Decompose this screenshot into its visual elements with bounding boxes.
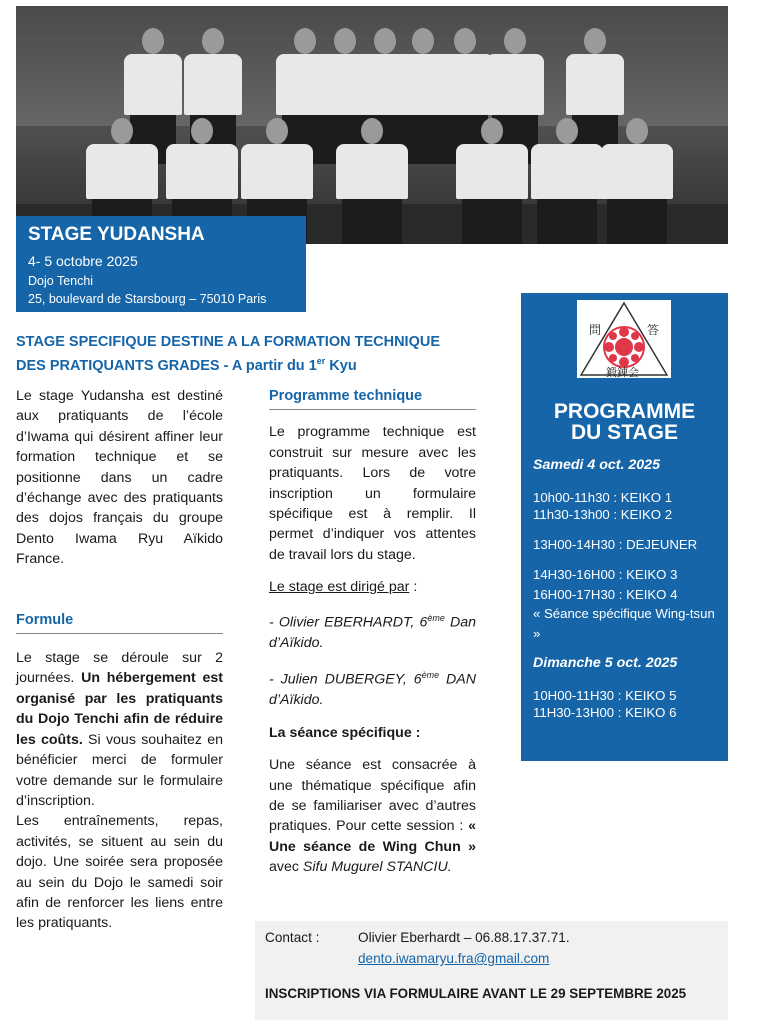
headline: [16, 333, 496, 376]
programme-box: [521, 293, 728, 761]
logo-dot: [631, 332, 639, 340]
formule-text-a: Le stage se déroule sur 2 journées.: [16, 650, 223, 687]
stage-title: STAGE YUDANSHA: [28, 224, 205, 245]
contact-box: [255, 921, 728, 1020]
directed-by-colon: :: [409, 579, 418, 596]
formule-text-c: Si vous souhaitez en bénéficier merci de formuler votre demande sur le formulaire d’inscription.: [16, 731, 223, 809]
seance-text-a: Une séance est consacrée à une thématique spécifique afin de se familiariser avec d’autres pratiques. Pour cette session :: [269, 757, 476, 835]
schedule-item: 16H00-17H30 : KEIKO 4: [533, 586, 678, 602]
contact-name: Olivier Eberhardt – 06.88.17.37.71.: [358, 930, 570, 945]
headline-line2: [16, 352, 496, 376]
logo-dot: [609, 332, 617, 340]
title-box: [16, 216, 306, 312]
seance-text-c: avec: [269, 859, 303, 876]
headline-sup: er: [316, 356, 326, 366]
formule-paragraph: [16, 648, 223, 811]
contact-email-link[interactable]: dento.iwamaryu.fra@gmail.com: [358, 951, 550, 966]
teacher-1-rank: Dan d’Aïkido.: [269, 614, 477, 651]
day-1-title: Samedi 4 oct. 2025: [533, 457, 660, 473]
directed-by: [269, 577, 476, 597]
group-photo: [16, 6, 728, 244]
teacher-2: [269, 665, 476, 711]
teacher-1-name: - Olivier EBERHARDT, 6: [269, 614, 428, 631]
schedule-item: 10H00-11H30 : KEIKO 5: [533, 687, 677, 703]
intro-text: Le stage Yudansha est destiné aux pratiquants de l’école d’Iwama qui désirent affiner leur formation technique et se positionne dans un cadre d’échange avec des pratiquants des dojos français du groupe Dento Iwama Ryu Aïkido France.: [16, 388, 223, 568]
logo-center: [615, 338, 633, 356]
logo-char-left: 問: [589, 323, 602, 337]
headline-line2-end: Kyu: [325, 357, 357, 374]
contact-label: Contact :: [265, 930, 320, 945]
logo-dot: [634, 342, 644, 352]
dojo-logo: [577, 300, 671, 378]
stage-venue: Dojo Tenchi: [28, 274, 94, 288]
logo-char-right: 答: [647, 323, 660, 337]
directed-by-label: Le stage est dirigé par: [269, 579, 410, 596]
programme-schedule: [533, 457, 719, 734]
logo-graphic: [577, 300, 671, 378]
programme-title: [521, 401, 728, 443]
schedule-item: « Séance spécifique Wing-tsun »: [533, 606, 715, 641]
day-2-title: Dimanche 5 oct. 2025: [533, 655, 678, 671]
inscriptions-notice: INSCRIPTIONS VIA FORMULAIRE AVANT LE 29 SEPTEMBRE 2025: [265, 986, 687, 1001]
day-2-morning: [533, 687, 719, 722]
schedule-item: 10h00-11h30 : KEIKO 1: [533, 489, 673, 505]
day-1-afternoon: [533, 565, 719, 643]
seance-text: [269, 755, 476, 877]
logo-dot: [619, 327, 629, 337]
logo-char-bottom: 鍛錬会: [606, 366, 639, 378]
programme-title-line2: DU STAGE: [571, 421, 678, 444]
day-1-morning: [533, 489, 719, 524]
programme-technique-text: Le programme technique est construit sur mesure avec les pratiquants. Lors de votre inscription un formulaire spécifique est à remplir. Il permet d’indiquer vos attentes de travail lors du stage.: [269, 424, 476, 563]
teacher-1-sup: ème: [427, 612, 445, 623]
logo-dot: [609, 354, 617, 362]
programme-technique-heading: Programme technique: [269, 386, 476, 410]
formule-text-bold: Un hébergement est organisé par les pratiquants du Dojo Tenchi afin de réduire les coûts.: [16, 670, 223, 748]
schedule-item: 13H00-14H30 : DEJEUNER: [533, 536, 698, 552]
programme-title-line1: PROGRAMME: [553, 400, 696, 423]
headline-line2-text: DES PRATIQUANTS GRADES - A partir du 1: [16, 357, 317, 374]
schedule-item: 11H30-13H00 : KEIKO 6: [533, 705, 677, 720]
left-column: [16, 386, 223, 934]
formule-heading: Formule: [16, 610, 223, 634]
seance-heading: La séance spécifique :: [269, 724, 421, 741]
teacher-2-rank: DAN d’Aïkido.: [269, 671, 476, 709]
stage-address: 25, boulevard de Starsbourg – 75010 Paris: [28, 292, 267, 306]
teacher-2-sup: ème: [421, 670, 440, 681]
schedule-item: 11h30-13h00 : KEIKO 2: [533, 507, 673, 522]
schedule-item: 14H30-16H00 : KEIKO 3: [533, 567, 678, 582]
headline-line1: STAGE SPECIFIQUE DESTINE A LA FORMATION TECHNIQUE: [16, 334, 441, 350]
logo-dot: [604, 342, 614, 352]
seance-text-teacher: Sifu Mugurel STANCIU.: [302, 859, 452, 876]
teacher-1: [269, 608, 476, 654]
logo-dot: [631, 354, 639, 362]
stage-dates: 4- 5 octobre 2025: [28, 253, 138, 269]
seance-text-bold: « Une séance de Wing Chun »: [269, 818, 476, 855]
middle-column: [269, 386, 476, 878]
day-1-lunch: [533, 536, 719, 554]
formule-paragraph-2: Les entraînements, repas, activités, se situent au sein du dojo. Une soirée sera proposée au sein du Dojo le samedi soir afin de renforcer les liens entre les pratiquants.: [16, 813, 223, 932]
teacher-2-name: - Julien DUBERGEY, 6: [269, 671, 422, 688]
